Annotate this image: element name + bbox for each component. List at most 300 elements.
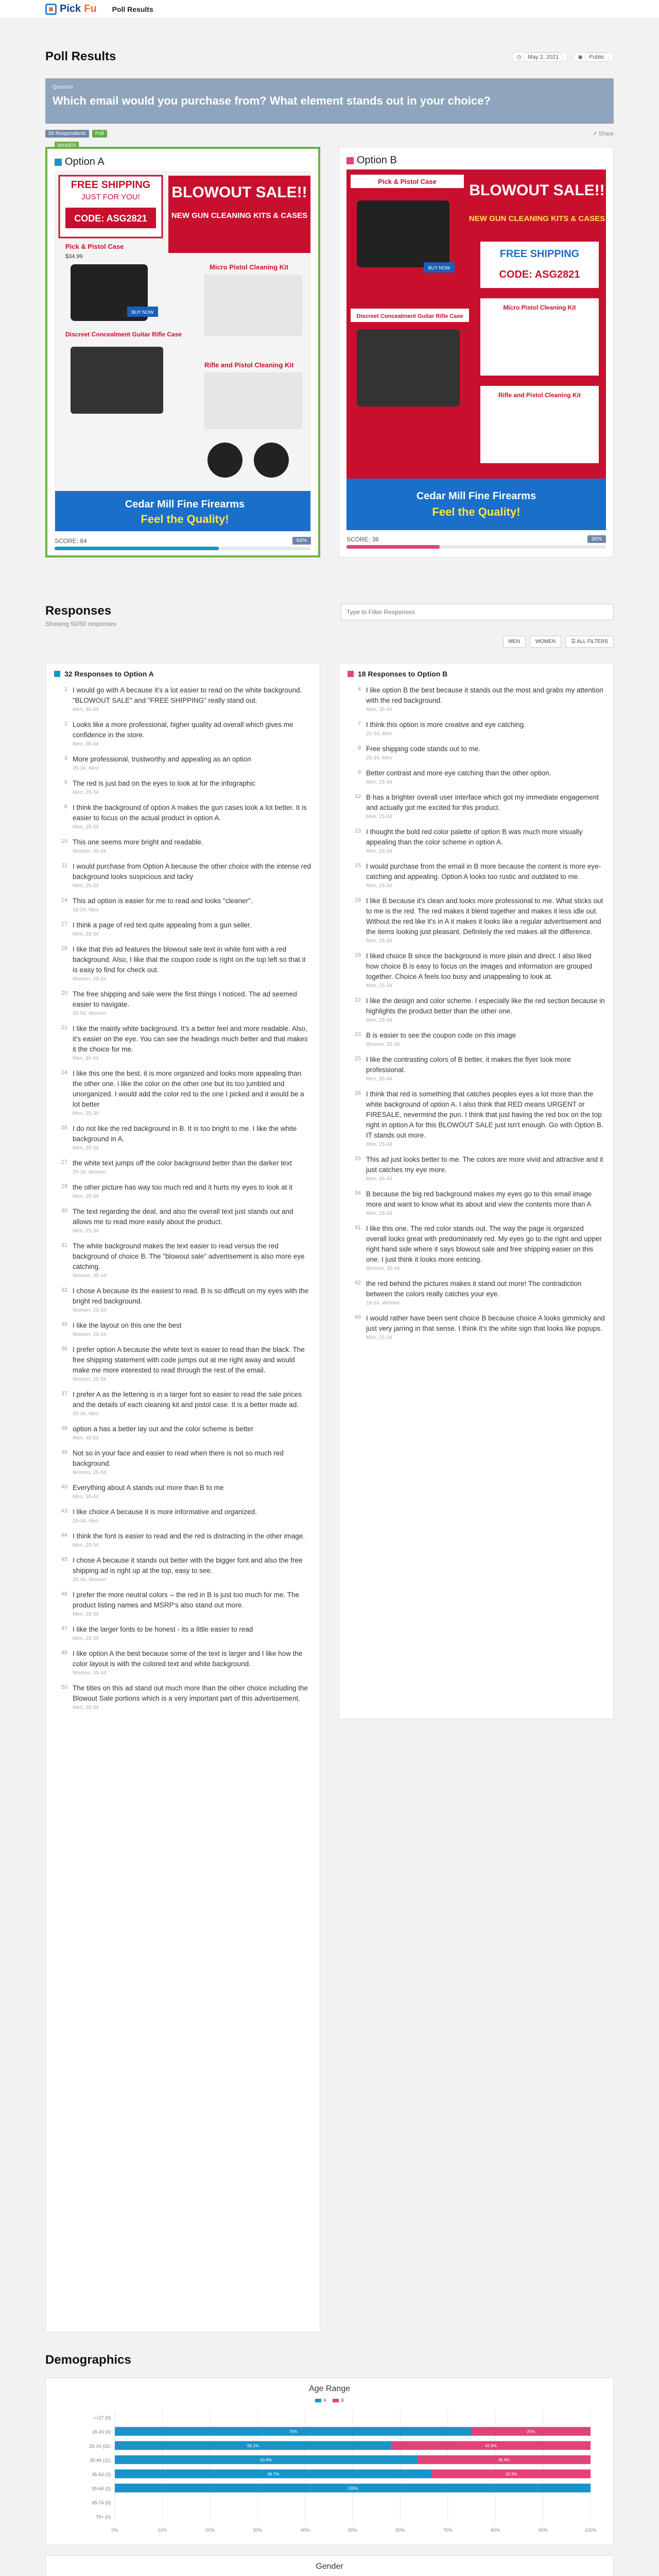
response-number: 9 bbox=[357, 769, 361, 775]
age-chart-plot bbox=[58, 2407, 601, 2536]
ad-b-ship: FREE SHIPPING bbox=[499, 248, 580, 260]
response-text: I like this one the best. it is more organized and looks more appealing than the other one. i like the color on the other one but its too jumbled and unorganized. I would add the color red to the one I picked and it would be a lot better bbox=[73, 1070, 304, 1108]
response-item bbox=[54, 1624, 311, 1649]
respondent-demographic: Men, 25-34 bbox=[73, 1612, 99, 1617]
category-label: 25-34 (31) bbox=[89, 2443, 111, 2449]
respondent-demographic: Men, 25-34 bbox=[73, 883, 99, 889]
option-a-responses bbox=[45, 663, 320, 2332]
response-text: Better contrast and more eye catching than the other option. bbox=[366, 769, 551, 777]
respondent-demographic: Men, 25-34 bbox=[366, 883, 392, 889]
responses-count: Showing 50/50 responses bbox=[45, 620, 117, 628]
response-number: 25 bbox=[354, 1056, 361, 1062]
response-number: 47 bbox=[61, 1625, 67, 1632]
response-number: 12 bbox=[354, 793, 361, 800]
legend-a-label: A bbox=[323, 2398, 326, 2403]
question-card bbox=[45, 78, 614, 124]
bar-value-label: 100% bbox=[347, 2486, 358, 2491]
response-number: 27 bbox=[61, 1159, 67, 1165]
question-label: Question bbox=[53, 84, 74, 90]
responses-b-swatch bbox=[348, 671, 354, 677]
category-label: 75+ (0) bbox=[96, 2514, 111, 2520]
option-a-label: Option A bbox=[65, 156, 105, 167]
ad-a-kit1: Micro Pistol Cleaning Kit bbox=[210, 263, 289, 271]
response-number: 29 bbox=[61, 1183, 67, 1190]
option-b-score-bar bbox=[346, 545, 606, 549]
respondent-demographic: Women, 35-44 bbox=[366, 1266, 400, 1272]
options-row bbox=[45, 143, 614, 557]
response-number: 46 bbox=[61, 1591, 67, 1597]
responses-columns bbox=[45, 663, 614, 2332]
respondent-demographic: Men, 35-44 bbox=[366, 707, 392, 713]
gender-chart-title: Gender bbox=[316, 2562, 343, 2571]
respondent-demographic: 25-34, Men bbox=[366, 755, 392, 761]
age-chart-title: Age Range bbox=[308, 2384, 351, 2393]
response-number: 5 bbox=[64, 779, 67, 786]
visibility-badge[interactable]: ◉ Public bbox=[573, 52, 614, 62]
logo-fu: Fu bbox=[84, 3, 97, 14]
response-item bbox=[54, 920, 311, 944]
response-number: 32 bbox=[61, 1287, 67, 1293]
option-b-card bbox=[339, 147, 614, 557]
respondent-demographic: 25-34, Women bbox=[73, 1170, 107, 1175]
respondent-demographic: 25-34, Men bbox=[73, 766, 99, 771]
respondent-demographic: Women, 25-34 bbox=[73, 1332, 107, 1337]
response-text: This ad option is easier for me to read and looks "cleaner". bbox=[73, 897, 253, 905]
response-number: 24 bbox=[61, 1070, 67, 1076]
option-a-ad-graphic bbox=[55, 172, 311, 532]
x-tick-label: 90% bbox=[538, 2528, 548, 2533]
x-tick-label: 20% bbox=[205, 2528, 215, 2533]
respondent-demographic: Men, 25-34 bbox=[366, 1018, 392, 1023]
response-item bbox=[348, 1055, 605, 1089]
response-number: 20 bbox=[61, 990, 67, 996]
main-content bbox=[45, 49, 614, 2576]
category-label: 18-24 (4) bbox=[92, 2429, 111, 2435]
respondent-demographic: Women, 25-34 bbox=[73, 1308, 107, 1313]
response-text: B because the big red background makes my eyes go to this email image more and want to know what its about and view the contents more than A bbox=[366, 1190, 592, 1208]
option-a-card bbox=[45, 143, 320, 557]
response-item bbox=[54, 1507, 311, 1531]
legend-b bbox=[333, 2398, 344, 2403]
share-link[interactable]: ↗ Share bbox=[592, 131, 614, 137]
response-number: 8 bbox=[357, 745, 361, 751]
option-a-image[interactable] bbox=[55, 171, 311, 532]
response-number: 49 bbox=[354, 1314, 361, 1320]
response-text: I prefer the more neutral colors -- the red in B is just too much for me. The product listing names and MSRP's also stand out more. bbox=[73, 1591, 300, 1609]
respondent-demographic: Men, 25-34 bbox=[366, 983, 392, 989]
response-text: I think a page of red text quite appealing from a gun seller. bbox=[73, 921, 252, 929]
ad-a-subtitle: NEW GUN CLEANING KITS & CASES bbox=[171, 211, 308, 220]
x-tick-label: 0% bbox=[111, 2528, 118, 2533]
option-a-score-fill bbox=[55, 547, 219, 550]
response-number: 36 bbox=[61, 1346, 67, 1352]
response-item bbox=[54, 1483, 311, 1507]
ad-a-just: JUST FOR YOU! bbox=[81, 193, 140, 201]
option-a-pct: 64% bbox=[292, 537, 311, 545]
response-item bbox=[348, 1224, 605, 1279]
response-item bbox=[348, 720, 605, 744]
legend-b-swatch bbox=[333, 2399, 339, 2402]
response-text: I chose A because it stands out better with the bigger font and also the free shipping ad is right up at the top, easy to see. bbox=[73, 1556, 303, 1574]
page-title: Poll Results bbox=[45, 49, 116, 63]
all-filters-label: ALL FILTERS bbox=[577, 639, 608, 645]
respondent-demographic: 35-44, Women bbox=[73, 1577, 107, 1583]
response-item bbox=[54, 778, 311, 803]
response-number: 43 bbox=[61, 1508, 67, 1514]
response-text: I prefer option A because the white text is easier to read than the black. The free shipping statement with code jumps out at me right away and would make me more interested to read through the rest of the email. bbox=[73, 1346, 305, 1374]
respondent-demographic: Men, 25-34 bbox=[73, 1636, 99, 1641]
response-text: I like option A the best because some of the text is larger and I like how the color layout is with the colored text and white background. bbox=[73, 1650, 303, 1668]
response-item bbox=[348, 685, 605, 720]
option-a-swatch bbox=[55, 159, 62, 166]
nav-title: Poll Results bbox=[112, 5, 153, 13]
ad-a-case1price: $34.99 bbox=[65, 253, 83, 260]
respondent-demographic: Men, 35-44 bbox=[73, 707, 99, 713]
ad-a-kit2: Rifle and Pistol Cleaning Kit bbox=[204, 361, 294, 369]
all-filters-button[interactable]: ☰ ALL FILTERS bbox=[565, 636, 614, 648]
response-number: 42 bbox=[354, 1280, 361, 1286]
response-item bbox=[348, 996, 605, 1030]
response-text: I would rather have been sent choice B because choice A looks gimmicky and just very jarring in that sense. I think it's the white sign that looks like popups. bbox=[366, 1314, 605, 1332]
x-tick-label: 30% bbox=[253, 2528, 263, 2533]
response-item bbox=[54, 1448, 311, 1483]
responses-title: Responses bbox=[45, 604, 112, 618]
responses-b-list bbox=[348, 685, 605, 1348]
respondent-demographic: 35-44, Men bbox=[73, 1411, 99, 1417]
response-text: I think the font is easier to read and the red is distracting in the other image. bbox=[73, 1532, 305, 1540]
response-number: 16 bbox=[354, 897, 361, 903]
respondent-demographic: Men, 25-34 bbox=[366, 814, 392, 820]
response-item bbox=[54, 803, 311, 837]
poll-type-tag: Poll bbox=[92, 130, 107, 138]
response-item bbox=[54, 896, 311, 920]
legend-a bbox=[315, 2398, 326, 2403]
response-item bbox=[54, 1345, 311, 1389]
response-item bbox=[54, 944, 311, 989]
respondent-demographic: Women, 25-34 bbox=[73, 1377, 107, 1382]
response-text: The free shipping and sale were the first things I noticed. The ad seemed easier to navigate. bbox=[73, 990, 297, 1008]
respondent-demographic: Men, 25-34 bbox=[73, 1111, 99, 1116]
response-number: 40 bbox=[61, 1484, 67, 1490]
response-item bbox=[348, 768, 605, 792]
response-item bbox=[54, 861, 311, 896]
respondent-demographic: Men, 25-34 bbox=[73, 790, 99, 795]
respondent-demographic: Women, 25-34 bbox=[73, 976, 107, 982]
share-label: Share bbox=[598, 131, 614, 137]
respondent-demographic: Men, 25-34 bbox=[366, 849, 392, 854]
response-text: I like this one. The red color stands out. The way the page is organized overall looks great with predominately red. My eyes go to the right and upper right hand side where it says blowout sale and free shipping easier on this one. I just think it looks more enticing. bbox=[366, 1225, 602, 1263]
response-item bbox=[54, 1389, 311, 1424]
respondent-demographic: Women, 35-44 bbox=[73, 1670, 107, 1676]
ad-a-ship: FREE SHIPPING bbox=[71, 179, 151, 191]
response-text: the white text jumps off the color background better than the darker text bbox=[73, 1159, 292, 1167]
option-b-pct: 36% bbox=[587, 535, 606, 543]
response-text: This one seems more bright and readable. bbox=[73, 838, 203, 846]
ad-b-code: CODE: ASG2821 bbox=[499, 269, 580, 280]
legend-a-swatch bbox=[315, 2399, 321, 2402]
ad-a-footer1: Cedar Mill Fine Firearms bbox=[125, 499, 245, 510]
date-badge: ◷ May 2, 2021 bbox=[512, 52, 568, 62]
respondent-demographic: 45-54, Women bbox=[73, 1011, 107, 1016]
response-number: 30 bbox=[61, 1208, 67, 1214]
response-number: 1 bbox=[64, 686, 67, 692]
respondent-demographic: 25-34, Men bbox=[73, 1518, 99, 1524]
response-text: Looks like a more professional, higher quality ad overall which gives me confidence in the store. bbox=[73, 721, 293, 739]
age-range-chart bbox=[45, 2378, 614, 2545]
bar-value-label: 36.4% bbox=[498, 2458, 510, 2463]
response-text: I liked choice B since the background is more plain and direct. I also liked how choice B is easy to focus on the images and information are grouped together. Choice A feels too busy and unappealing to look at. bbox=[366, 952, 593, 980]
response-number: 22 bbox=[354, 997, 361, 1003]
gender-chart bbox=[45, 2555, 614, 2576]
respondent-demographic: Men, 25-34 bbox=[366, 1142, 392, 1147]
response-text: I like the design and color scheme. I especially like the red section because in highlights the product better than the other one. bbox=[366, 997, 605, 1015]
age-chart-legend bbox=[58, 2398, 601, 2403]
bar-value-label: 75% bbox=[289, 2429, 298, 2434]
respondent-demographic: Women, 35-44 bbox=[73, 849, 107, 854]
response-item bbox=[54, 1069, 311, 1124]
x-tick-label: 40% bbox=[300, 2528, 310, 2533]
response-number: 45 bbox=[61, 1556, 67, 1563]
response-item bbox=[54, 685, 311, 720]
respondent-demographic: Men, 25-34 bbox=[366, 938, 392, 944]
respondent-demographic: Women, 25-34 bbox=[73, 1470, 107, 1476]
option-b-swatch bbox=[346, 157, 354, 164]
category-label: 45-54 (3) bbox=[92, 2471, 111, 2477]
response-number: 39 bbox=[61, 1449, 67, 1455]
option-a-score-bar bbox=[55, 547, 311, 550]
response-text: I like that this ad features the blowout sale text in white font with a red background. Also, I like that the coupon code is right on the top left so that it is easy to find for check out. bbox=[73, 945, 306, 974]
response-item bbox=[54, 1286, 311, 1320]
option-b-score: SCORE: 36 bbox=[346, 535, 379, 543]
response-item bbox=[54, 1683, 311, 1718]
category-label: 65-74 (0) bbox=[92, 2500, 111, 2505]
response-text: I would go with A because it's a lot easier to read on the white background. "BLOWOUT SALE" and "FREE SHIPPING" really stand out. bbox=[73, 686, 302, 704]
responses-a-swatch bbox=[54, 671, 60, 677]
ad-b-title: BLOWOUT SALE!! bbox=[469, 182, 605, 199]
respondent-demographic: Men, 25-34 bbox=[73, 1194, 99, 1199]
response-number: 31 bbox=[61, 1242, 67, 1248]
ad-b-footer1: Cedar Mill Fine Firearms bbox=[416, 490, 536, 502]
response-text: I would purchase from the email in B more because the content is more eye-catching and appealing. Option A looks too rustic and outdated to me. bbox=[366, 862, 601, 880]
response-number: 38 bbox=[61, 1425, 67, 1431]
response-number: 33 bbox=[354, 1156, 361, 1162]
response-text: Free shipping code stands out to me. bbox=[366, 745, 481, 753]
bar-value-label: 33.3% bbox=[505, 2471, 517, 2477]
demographics-title: Demographics bbox=[45, 2353, 131, 2367]
respondent-demographic: Men, 25-34 bbox=[73, 1705, 99, 1710]
ad-b-kit1: Micro Pistol Cleaning Kit bbox=[503, 304, 576, 311]
response-text: I like the contrasting colors of B better, it makes the flyer look more professional. bbox=[366, 1056, 571, 1074]
score-value-a: 84 bbox=[80, 537, 87, 545]
response-text: Not so in your face and easier to read when there is not so much red background. bbox=[73, 1449, 284, 1467]
response-number: 15 bbox=[354, 862, 361, 869]
response-number: 41 bbox=[354, 1225, 361, 1231]
winner-badge: WINNER bbox=[55, 142, 79, 149]
ad-a-title: BLOWOUT SALE!! bbox=[171, 184, 307, 201]
response-number: 10 bbox=[61, 838, 67, 844]
response-number: 21 bbox=[61, 1025, 67, 1031]
response-item bbox=[348, 827, 605, 861]
response-number: 3 bbox=[64, 755, 67, 761]
responses-b-header: 18 Responses to Option B bbox=[358, 670, 448, 678]
response-item bbox=[54, 1241, 311, 1286]
respondent-demographic: Men, 25-34 bbox=[73, 1543, 99, 1548]
response-text: I like the mainly white background. It's a better feel and more readable. Also, it's easier on the eye. You can see the headings much better and that makes it the choice for me. bbox=[73, 1025, 308, 1053]
response-number: 23 bbox=[354, 1031, 361, 1038]
response-item bbox=[54, 754, 311, 778]
respondent-demographic: Men, 25-34 bbox=[366, 1211, 392, 1216]
response-item bbox=[54, 1158, 311, 1182]
response-text: The titles on this ad stand out much more than the other choice including the Blowout Sale portions which is a very important part of this advertisement. bbox=[73, 1684, 308, 1702]
respondent-demographic: Men, 25-34 bbox=[73, 1228, 99, 1234]
response-text: More professional, trustworthy and appealing as an option bbox=[73, 755, 251, 763]
response-item bbox=[54, 837, 311, 861]
bar-value-label: 66.7% bbox=[267, 2471, 280, 2477]
response-text: I prefer A as the lettering is in a larger font so easier to read the sale prices and the details of each cleaning kit and pistol case. It is a better made ad. bbox=[73, 1391, 302, 1409]
response-text: I like the larger fonts to be honest - its a little easier to read bbox=[73, 1625, 253, 1633]
x-tick-label: 100% bbox=[584, 2528, 597, 2533]
respondent-demographic: Men, 35-44 bbox=[73, 1494, 99, 1500]
response-item bbox=[348, 1155, 605, 1189]
response-text: B is easier to see the coupon code on this image bbox=[366, 1031, 516, 1039]
response-text: I like B because it's clean and looks more professional to me. What sticks out to me is the red. The red makes it blend together and makes it less idle out. Without the red like it's in A it makes it looks like a regular advertisement and the items looking just pleasant. Definitely the red makes all the difference. bbox=[366, 897, 603, 936]
response-text: I like option B the best because it stands out the most and grabs my attention with the red background. bbox=[366, 686, 603, 704]
ad-b-kit2: Rifle and Pistol Cleaning Kit bbox=[498, 392, 581, 399]
response-item bbox=[348, 792, 605, 827]
respondent-demographic: 25-34, Men bbox=[366, 731, 392, 737]
response-number: 14 bbox=[61, 897, 67, 903]
option-b-label: Option B bbox=[357, 155, 397, 166]
respondent-demographic: Men, 25-34 bbox=[366, 779, 392, 785]
response-item bbox=[348, 1089, 605, 1155]
women-filter-button[interactable]: WOMEN bbox=[530, 636, 561, 648]
respondent-demographic: Men, 25-34 bbox=[73, 931, 99, 937]
x-tick-label: 60% bbox=[395, 2528, 405, 2533]
option-b-ad-graphic bbox=[346, 170, 606, 530]
response-text: I think that red is something that catches peoples eyes a lot more than the white background of option A. I also think that RED means URGENT or FIRESALE, nevermind the pun. I think that just having the red box on the top right in option A for this BLOWOUT SALE just isn't enough. Go with Option B. IT stands out more. bbox=[366, 1090, 603, 1139]
ad-b-buy1: BUY NOW bbox=[428, 265, 450, 270]
response-item bbox=[348, 1313, 605, 1348]
option-b-responses bbox=[339, 663, 614, 1719]
option-b-image[interactable] bbox=[346, 170, 606, 530]
filter-responses-input[interactable] bbox=[341, 604, 614, 620]
response-text: the other picture has way too much red and it hurts my eyes to look at it bbox=[73, 1183, 292, 1191]
response-item bbox=[348, 1279, 605, 1313]
response-text: This ad just looks better to me. The colors are more vivid and attractive and it just catches my eye more. bbox=[366, 1156, 603, 1174]
response-number: 50 bbox=[61, 1684, 67, 1690]
score-value-b: 36 bbox=[372, 535, 379, 543]
response-text: I like the layout on this one the best bbox=[73, 1321, 182, 1329]
respondent-demographic: Men, 35-44 bbox=[73, 1056, 99, 1061]
score-label-a: SCORE bbox=[55, 537, 77, 545]
filter-buttons bbox=[45, 636, 614, 648]
ad-b-footer2: Feel the Quality! bbox=[432, 505, 521, 518]
ad-b-subtitle: NEW GUN CLEANING KITS & CASES bbox=[469, 214, 605, 223]
response-item bbox=[54, 1207, 311, 1241]
bar-value-label: 63.6% bbox=[260, 2458, 272, 2463]
response-number: 48 bbox=[61, 1650, 67, 1656]
respondent-demographic: Men, 35-44 bbox=[366, 1176, 392, 1182]
category-label: 35-44 (11) bbox=[90, 2458, 111, 2463]
ad-a-footer2: Feel the Quality! bbox=[141, 513, 229, 526]
response-item bbox=[348, 1030, 605, 1055]
question-tags bbox=[45, 130, 614, 138]
response-text: I thought the bold red color palette of option B was much more visually appealing than the color scheme in option A. bbox=[366, 828, 583, 846]
respondents-tag: 50 Respondents bbox=[45, 130, 89, 138]
responses-a-list bbox=[54, 685, 311, 1718]
score-label-b: SCORE bbox=[346, 535, 369, 543]
ad-a-case1: Pick & Pistol Case bbox=[65, 243, 124, 250]
response-text: I chose A because its the easiest to read. B is so difficult on my eyes with the bright red background. bbox=[73, 1287, 309, 1305]
response-number: 2 bbox=[64, 721, 67, 727]
response-item bbox=[54, 989, 311, 1024]
logo-pick: Pick bbox=[60, 3, 81, 14]
response-number: 34 bbox=[354, 1190, 361, 1196]
question-text: Which email would you purchase from? What element stands out in your choice? bbox=[53, 94, 491, 107]
response-text: The red is just bad on the eyes to look at for the infographic bbox=[73, 779, 255, 787]
response-number: 6 bbox=[64, 804, 67, 810]
response-item bbox=[348, 896, 605, 951]
respondent-demographic: 18-24, Women bbox=[366, 1300, 400, 1306]
response-number: 13 bbox=[354, 828, 361, 834]
response-text: option a has a better lay out and the color scheme is better bbox=[73, 1425, 254, 1433]
logo-icon bbox=[45, 4, 57, 15]
response-number: 19 bbox=[354, 952, 361, 958]
response-item bbox=[348, 861, 605, 896]
ad-a-code: CODE: ASG2821 bbox=[74, 213, 147, 224]
response-text: I do not like the red background in B. It is too bright to me. I like the white background in A. bbox=[73, 1125, 297, 1143]
response-text: B has a brighter overall user interface which got my immediate engagement and actually got me excited for this product. bbox=[366, 793, 599, 811]
option-b-score-fill bbox=[346, 545, 440, 549]
response-item bbox=[54, 1124, 311, 1158]
response-text: I would purchase from Option A because the other choice with the intense red background looks suspicious and tacky bbox=[73, 862, 311, 880]
response-number: 37 bbox=[61, 1391, 67, 1397]
response-item bbox=[54, 1182, 311, 1207]
response-text: I think the background of option A makes the gun cases look a lot better. It is easier to focus on the actual product in option A. bbox=[73, 804, 307, 822]
response-text: The text regarding the deal, and also the overall text just stands out and allows me to read more easily about the product. bbox=[73, 1208, 293, 1226]
response-item bbox=[54, 1320, 311, 1345]
response-item bbox=[348, 744, 605, 768]
respondent-demographic: Men, 35-44 bbox=[73, 741, 99, 747]
response-item bbox=[348, 1189, 605, 1224]
response-item bbox=[54, 1531, 311, 1555]
response-text: The white background makes the text easier to read versus the red background of choice B. The "blowout sale" advertisement is also more eye catching. bbox=[73, 1242, 305, 1270]
responses-a-header: 32 Responses to Option A bbox=[64, 670, 154, 678]
x-tick-label: 10% bbox=[158, 2528, 167, 2533]
response-text: I think this option is more creative and eye catching. bbox=[366, 721, 526, 728]
option-a-score: SCORE: 84 bbox=[55, 537, 87, 545]
men-filter-button[interactable]: MEN bbox=[503, 636, 526, 648]
ad-b-case2: Discreet Concealment Guitar Rifle Case bbox=[356, 313, 463, 319]
x-tick-label: 70% bbox=[443, 2528, 453, 2533]
response-item bbox=[54, 1424, 311, 1448]
pickfu-logo[interactable] bbox=[45, 3, 97, 15]
response-text: I like choice A because it is more informative and organized. bbox=[73, 1508, 257, 1516]
respondent-demographic: Men, 25-34 bbox=[73, 1145, 99, 1151]
response-item bbox=[54, 720, 311, 754]
response-number: 7 bbox=[357, 721, 361, 727]
response-item bbox=[54, 1555, 311, 1590]
response-text: the red behind the pictures makes it stand out more! The contradiction between the colors really catches your eye. bbox=[366, 1280, 582, 1298]
response-item bbox=[54, 1590, 311, 1624]
response-number: 18 bbox=[61, 945, 67, 952]
respondent-demographic: Women, 35-44 bbox=[73, 1273, 107, 1279]
date-text: May 2, 2021 bbox=[523, 53, 564, 62]
response-number: 17 bbox=[61, 921, 67, 927]
x-tick-label: 80% bbox=[491, 2528, 500, 2533]
response-text: Everything about A stands out more than B to me bbox=[73, 1484, 224, 1492]
response-item bbox=[348, 951, 605, 996]
